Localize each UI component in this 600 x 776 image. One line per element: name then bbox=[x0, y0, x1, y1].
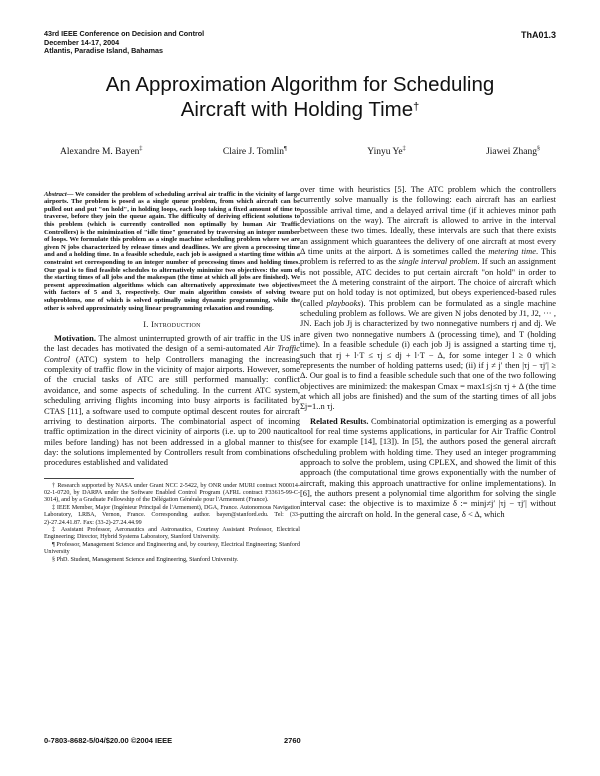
conference-name: 43rd IEEE Conference on Decision and Control bbox=[44, 29, 205, 38]
paragraph-emphasis: playbooks bbox=[326, 297, 361, 308]
paragraph-emphasis: metering time bbox=[488, 246, 536, 257]
footnote: ¶ Professor, Management Science and Engineering and, by courtesy, Electrical Engineering; Stanford University bbox=[44, 541, 300, 556]
paragraph-text: Combinatorial optimization is emerging as a powerful tool for real time systems applications, in particular for Air Traffic Control (see for example [14], [13]). In [5], the authors posed the general aircraft scheduling problem with holding time. They used an integer programming approach to solve the problem, using CPLEX, and showed the limit of this approach (the computational time grows exponentially with the number of aircraft, making this approach unattractive for online implementations). In [6], the authors present a polynomial time algorithm for solving the single interval case: the objective is to maximize δ := minj≠j′ |τj − τj′| without putting the aircraft on hold. In the general case, δ < Δ, which bbox=[300, 415, 557, 519]
problem-paragraph bbox=[300, 184, 556, 412]
paragraph-text: . If such an assignment is not possible, ATC decides to put certain aircraft "on hold" in order to meet the Δ metering constraint of the airport. The choice of aircraft which are put on hold today is not optimized, but obeys experienced-based rules (called bbox=[300, 256, 556, 308]
author bbox=[60, 146, 142, 157]
author-mark: ¶ bbox=[284, 146, 287, 152]
paragraph-emphasis: Air Traffic Control bbox=[44, 343, 301, 364]
copyright-footer: 0-7803-8682-5/04/$20.00 ©2004 IEEE bbox=[44, 736, 173, 745]
footnote: ‡ Assistant Professor, Aeronautics and Astronautics, Courtesy Assistant Professor, Electrical Engineering; Director, Hybrid Systems Laboratory, Stanford University. bbox=[44, 527, 300, 541]
page-number: 2760 bbox=[284, 736, 301, 745]
footnote: ‡ IEEE Member, Major (Ingénieur Principal de l'Armement), DGA, France. Autonomous Navigation Laboratory, LRBA, Vernon, France. Corresponding author. bayen@stanford.edu. Tel: (33-2)-27.24.41.87. Fax: (33-2)-27.24.44.99 bbox=[44, 504, 300, 526]
related-results-label: Related Results. bbox=[310, 415, 369, 426]
author bbox=[223, 146, 287, 157]
left-column bbox=[44, 184, 300, 564]
motivation-paragraph bbox=[44, 333, 300, 467]
motivation-label: Motivation. bbox=[54, 333, 96, 344]
author-mark: ‡ bbox=[402, 146, 406, 152]
author-name: Alexandre M. Bayen bbox=[60, 147, 140, 158]
author bbox=[486, 146, 540, 157]
author-name: Jiawei Zhang bbox=[486, 147, 537, 158]
paragraph-text: The almost uninterrupted growth of air traffic in the US in the last decades has motivated the design of a semi-automated bbox=[44, 333, 300, 354]
title-footnote-mark: † bbox=[413, 101, 420, 113]
conference-location: Atlantis, Paradise Island, Bahamas bbox=[44, 46, 164, 56]
conference-header bbox=[44, 30, 204, 56]
paragraph-emphasis: single interval problem bbox=[398, 256, 478, 267]
author-mark: ‡ bbox=[139, 146, 143, 152]
title-line-1: An Approximation Algorithm for Scheduling bbox=[105, 73, 495, 96]
paragraph-text: (ATC) system to help Controllers managing the increasing complexity of traffic flow in the vicinity of major airports. However, some of the crucial tasks of ATC are still performed manually: conflict avoidance, and some aspects of scheduling. In the current ATC system, scheduling arriving flights incoming into busy airports is facilitated by CTAS [11], a software used to compute optimal descent routes for aircraft arriving to destination airports. The combinatorial aspect of incoming traffic optimization in the direct vicinity of airports (i.e. up to 200 nautical miles before landing) has not been addressed in a global manner to this day: the solutions implemented by Controllers result from combinations of procedures established and validated bbox=[44, 353, 300, 468]
author-mark: § bbox=[537, 146, 540, 152]
author-name: Yinyu Ye bbox=[367, 147, 403, 158]
footnote: § PhD. Student, Management Science and Engineering, Stanford University. bbox=[52, 556, 239, 563]
abstract-text: — We consider the problem of scheduling arrival air traffic in the vicinity of large airports. The problem is posed as a single queue problem, from which aircraft can be pulled out and put "on hold", in holding loops, each loop taking a fixed amount of time to traverse, before they join the queue again. The difficulty of deriving efficient solutions to this problem (which is currently controlled non optimally by human Air Traffic Controllers) is the minimization of "idle time" generated by traversing an integer number of loops. We formulate this problem as a single machine scheduling problem where we are given N jobs characterized by release times and deadlines. We are given a processing time and and a holding time. In a feasible schedule, each job is assigned a starting time within a constraint set corresponding to an integer number of processing times and holding times. Our goal is to find feasible schedules to alternatively minimize two objectives: the sum of the starting times of all jobs and the makespan (the time at which all jobs are finished). We present approximation algorithms which can alternatively approximate two objectives with factors of 5 and 3, respectively. Our main algorithm consists of solving two subproblems, one of which is solved optimally using dynamic programming, while the other is solved approximately using linear programming relaxation and rounding. bbox=[44, 190, 300, 312]
paper-title bbox=[30, 72, 570, 122]
paragraph-text: . This problem is referred to as the bbox=[300, 246, 556, 267]
title-line-2 bbox=[30, 97, 570, 122]
author-list bbox=[60, 146, 540, 157]
conference-dates: December 14-17, 2004 bbox=[44, 37, 120, 47]
related-results-paragraph bbox=[300, 416, 556, 519]
section-heading-introduction: I. Introduction bbox=[143, 320, 201, 330]
abstract bbox=[44, 191, 300, 313]
footnote: † Research supported by NASA under Grant NCC 2-5422, by ONR under MURI contract N00014-02-1-0720, by DARPA under the Software Enabled Control Program (AFRL contract F33615-99-C-3014), and by a Graduate Fellowship of the Délégation Générale pour l'Armement (France). bbox=[44, 482, 300, 504]
right-column bbox=[300, 184, 556, 519]
title-line-2-text: Aircraft with Holding Time bbox=[180, 98, 414, 121]
abstract-label: Abstract bbox=[44, 190, 67, 198]
author-name: Claire J. Tomlin bbox=[222, 147, 285, 158]
footnote-rule bbox=[44, 478, 134, 479]
paragraph-text: over time with heuristics [5]. The ATC problem which the controllers currently solve manually is the following: each aircraft has an earliest possible arrival time, and a delayed arrival time (if it achieves minor path deviations on the way). The aircraft is allowed to arrive in the interval between these two times. Ideally, these intervals are such that there exists an assignment which guarantees the delivery of one aircraft at most every Δ time units at the airport. Δ is sometimes called the bbox=[300, 184, 556, 257]
session-code: ThA01.3 bbox=[520, 30, 556, 40]
paragraph-text: ). This problem can be formulated as a single machine scheduling problem as follows. We are given N jobs denoted by J1, J2, ··· , JN. Each job Jj is characterized by two nonnegative numbers rj and dj. We are given two nonnegative numbers Δ (processing time), and T (holding time). In a feasible schedule (i) each job Jj is assigned a starting time τj, such that rj + l·T ≤ τj ≤ dj + l·T − Δ, for some integer l ≥ 0 which represents the number of holding patterns used; (ii) if j ≠ j′ then |τj − τj′| ≥ Δ. Our goal is to find a feasible schedule such that one of the two following objectives are minimized: the makespan Cmax = max1≤j≤n τj + Δ (the time at which all jobs are finished) and the sum of the starting times of all jobs Σj=1..n τj. bbox=[300, 297, 556, 412]
author bbox=[367, 146, 405, 157]
